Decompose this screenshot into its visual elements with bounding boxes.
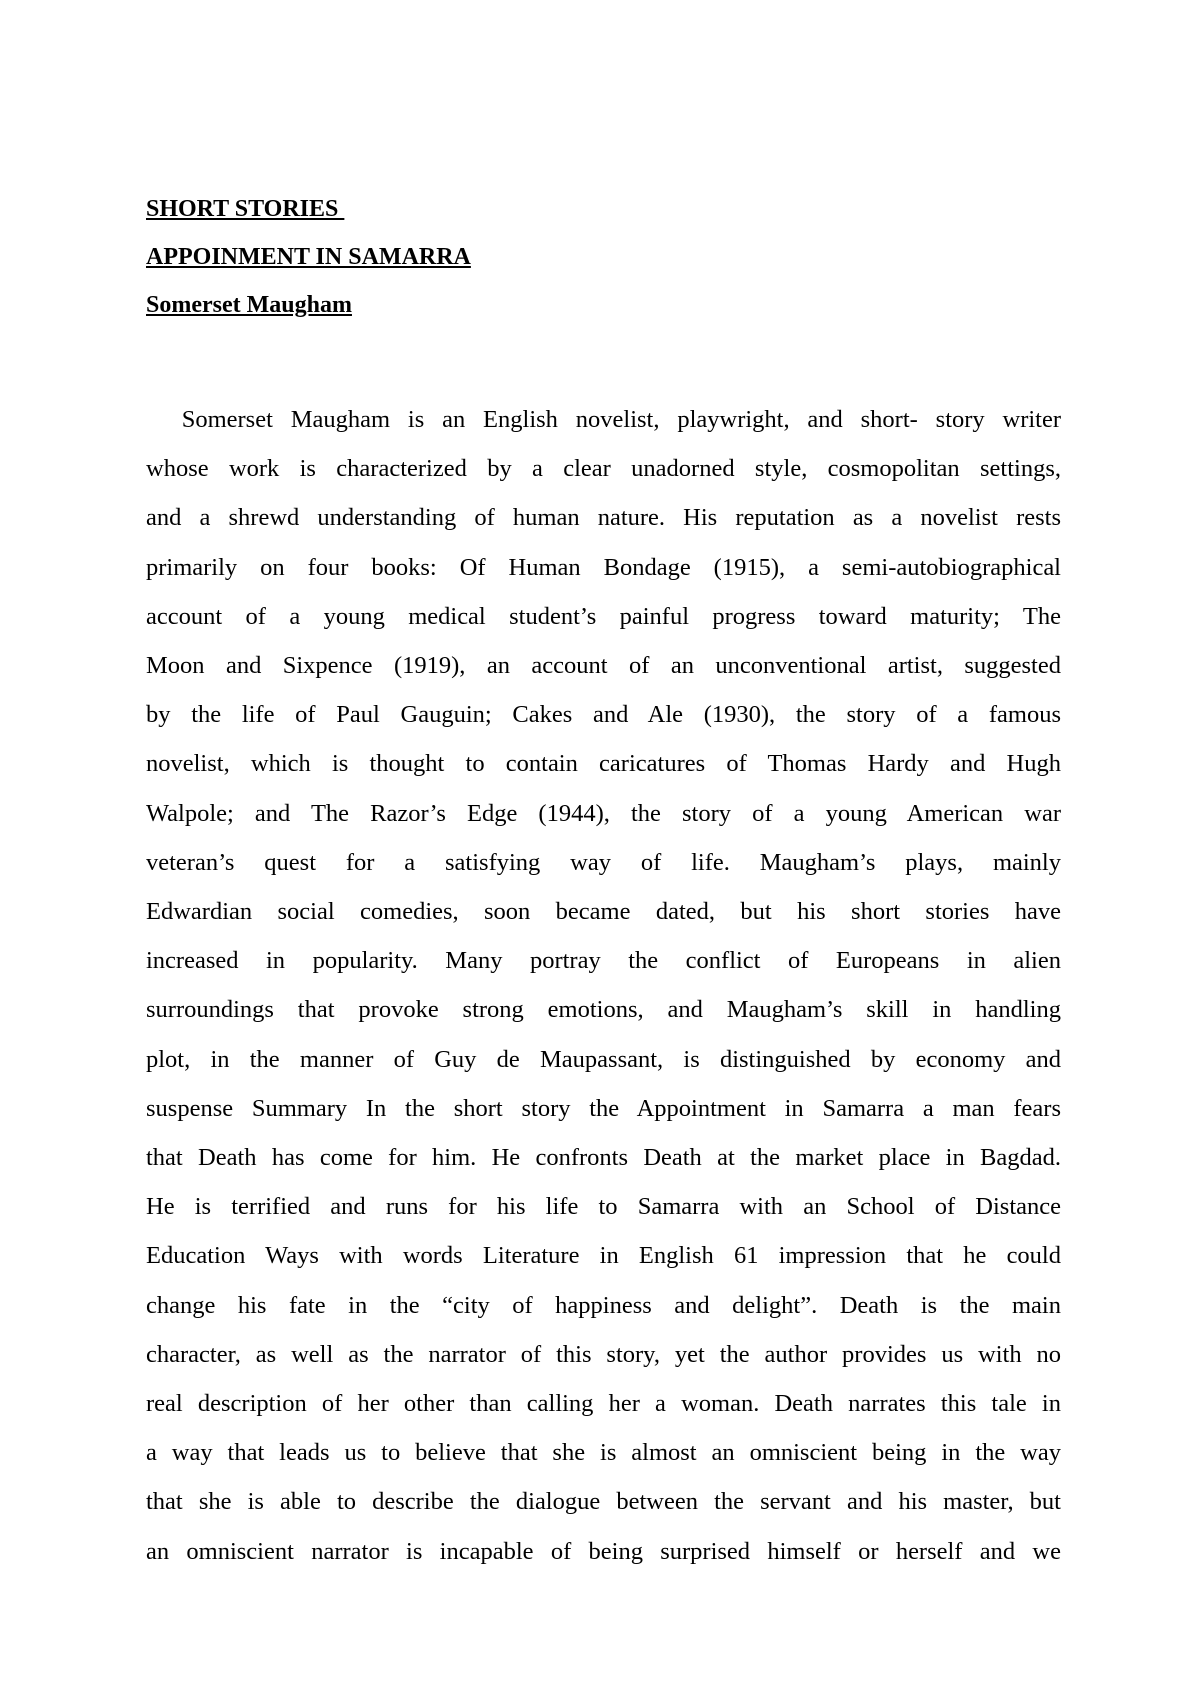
- text-line: suspense Summary In the short story the Appointment in Samarra a man fears: [146, 1094, 1061, 1122]
- section-heading: SHORT STORIES: [146, 196, 345, 222]
- text-line: primarily on four books: Of Human Bondage (1915), a semi-autobiographical: [146, 553, 1061, 581]
- heading-block: [146, 197, 746, 317]
- text-line: Education Ways with words Literature in English 61 impression that he could: [146, 1242, 1061, 1270]
- text-line: surroundings that provoke strong emotions, and Maugham’s skill in handling: [146, 996, 1061, 1024]
- text-line: that Death has come for him. He confronts Death at the market place in Bagdad.: [146, 1144, 1061, 1172]
- text-line: Somerset Maugham is an English novelist, playwright, and short- story writer: [146, 406, 1061, 433]
- text-line: and a shrewd understanding of human nature. His reputation as a novelist rests: [146, 504, 1061, 532]
- text-line: increased in popularity. Many portray the conflict of Europeans in alien: [146, 947, 1061, 975]
- text-line: a way that leads us to believe that she is almost an omniscient being in the way: [146, 1439, 1061, 1467]
- author-name: Somerset Maugham: [146, 292, 352, 318]
- text-line: real description of her other than calling her a woman. Death narrates this tale in: [146, 1390, 1061, 1418]
- body-paragraph: [146, 395, 1061, 1576]
- text-line: Walpole; and The Razor’s Edge (1944), the story of a young American war: [146, 799, 1061, 827]
- text-line: Moon and Sixpence (1919), an account of an unconventional artist, suggested: [146, 652, 1061, 680]
- text-line: an omniscient narrator is incapable of being surprised himself or herself and we: [146, 1537, 1061, 1565]
- text-line: whose work is characterized by a clear unadorned style, cosmopolitan settings,: [146, 455, 1061, 483]
- text-line: Edwardian social comedies, soon became dated, but his short stories have: [146, 898, 1061, 926]
- story-title: APPOINMENT IN SAMARRA: [146, 244, 471, 270]
- text-line: by the life of Paul Gauguin; Cakes and Ale (1930), the story of a famous: [146, 701, 1061, 729]
- text-line: character, as well as the narrator of this story, yet the author provides us with no: [146, 1340, 1061, 1368]
- text-line: veteran’s quest for a satisfying way of life. Maugham’s plays, mainly: [146, 848, 1061, 876]
- text-line: account of a young medical student’s painful progress toward maturity; The: [146, 602, 1061, 630]
- text-line: change his fate in the “city of happiness and delight”. Death is the main: [146, 1291, 1061, 1319]
- text-line: novelist, which is thought to contain caricatures of Thomas Hardy and Hugh: [146, 750, 1061, 778]
- text-line: He is terrified and runs for his life to Samarra with an School of Distance: [146, 1193, 1061, 1221]
- text-line: that she is able to describe the dialogue between the servant and his master, but: [146, 1488, 1061, 1516]
- text-line: plot, in the manner of Guy de Maupassant, is distinguished by economy and: [146, 1045, 1061, 1073]
